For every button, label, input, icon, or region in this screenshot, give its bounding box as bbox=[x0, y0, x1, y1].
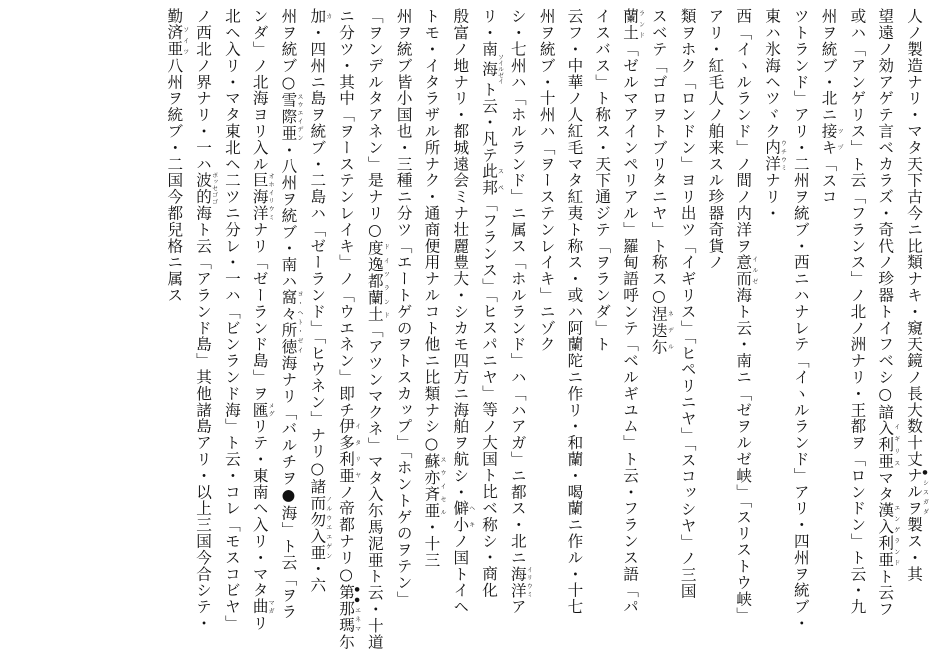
base-text: 内洋 bbox=[763, 139, 782, 173]
furigana: ネデル bbox=[666, 305, 674, 355]
annotated-word bbox=[621, 8, 645, 41]
annotated-word bbox=[480, 54, 504, 85]
text-column bbox=[814, 8, 843, 634]
annotated-word bbox=[649, 305, 674, 355]
text-column bbox=[701, 8, 729, 634]
text-column bbox=[389, 8, 417, 634]
text-run: マタ bbox=[876, 469, 895, 503]
text-run: リ bbox=[250, 614, 269, 632]
furigana: イルゼ bbox=[750, 254, 758, 287]
annotated-word bbox=[819, 122, 844, 156]
text-run: 「フランス」「ヒスパニヤ」等ノ大国ト比ベ称シ・商化 bbox=[480, 196, 499, 599]
furigana: ボッセゴゴ bbox=[210, 172, 218, 205]
text-run: ト云フ bbox=[876, 568, 895, 618]
text-run: ・十三 bbox=[422, 518, 441, 569]
text-column bbox=[188, 8, 217, 634]
furigana: ●●エネマ bbox=[353, 584, 361, 634]
text-run: ナリ・ bbox=[763, 172, 782, 222]
text-column bbox=[728, 8, 757, 634]
text-column bbox=[870, 8, 899, 634]
base-text: 漢入利亜 bbox=[876, 502, 895, 569]
base-text: 海洋 bbox=[508, 565, 527, 599]
base-text: 入利亜 bbox=[876, 420, 895, 470]
base-text: 済亜 bbox=[165, 24, 184, 58]
text-run: 望遠ノ効アゲテ言ベカラズ・奇代ノ珍器トイフベシ○諳 bbox=[876, 8, 895, 421]
furigana: ドイツランド bbox=[382, 240, 390, 322]
text-run: 殷富ノ地ナリ・都城遠会ミナ壮麗豊大・シカモ四方ニ海舶ヲ航シ・ bbox=[451, 8, 470, 500]
text-run: ツトランド」アリ・二州ヲ統ブ・西ニハナレテ「イヽルランド」アリ・四州ヲ統ブ・ bbox=[791, 8, 810, 632]
furigana: スウイセル bbox=[438, 453, 446, 519]
base-text: 接キ bbox=[819, 122, 838, 156]
text-column bbox=[532, 8, 560, 634]
text-column bbox=[245, 8, 274, 634]
text-column bbox=[417, 8, 446, 634]
base-text: 蘭土 bbox=[621, 8, 640, 41]
base-text: 此邦 bbox=[480, 163, 499, 197]
text-column bbox=[503, 8, 532, 634]
text-run: 海ナリ「バルチヲ●海」ト云「ヲラ bbox=[279, 354, 298, 620]
base-text: 而勿入亜 bbox=[308, 494, 327, 561]
base-text: 巨海洋 bbox=[250, 172, 269, 222]
text-run: 州ヲ統ブ・十州ハ「ヲーステンレイキ」ニゾク bbox=[537, 8, 556, 353]
annotated-word bbox=[279, 92, 303, 142]
base-text: 度逸都蘭土 bbox=[365, 240, 384, 322]
furigana: イタリヤ bbox=[353, 418, 361, 484]
text-run: ト云・凡テ bbox=[480, 81, 499, 164]
furigana: イギリス bbox=[892, 420, 900, 470]
text-column bbox=[843, 8, 871, 634]
text-column bbox=[560, 8, 588, 634]
text-column bbox=[644, 8, 673, 634]
annotated-word bbox=[250, 401, 275, 419]
text-run: 西「イヽルランド」ノ間ノ内洋ヲ bbox=[734, 8, 753, 254]
furigana: マガ bbox=[267, 598, 275, 615]
furigana: イリウミ bbox=[525, 565, 533, 599]
base-text: 蘇亦斉亜 bbox=[422, 453, 441, 519]
furigana: ヘキ bbox=[467, 500, 475, 533]
furigana: ソイルゼイ bbox=[496, 54, 504, 85]
text-column bbox=[786, 8, 814, 634]
text-run: 類ヲホク「ロンドン」ヨリ出ツ「イギリス」「ヒペリニヤ」「スコッシヤ」ノ三国 bbox=[678, 8, 697, 600]
text-run: 或ハ「アンゲリス」ト云「フランス」ノ北ノ洲ナリ・王都ヲ「ロンドン」ト云・九 bbox=[848, 8, 867, 615]
annotated-word bbox=[194, 172, 218, 205]
text-column bbox=[445, 8, 474, 634]
text-column bbox=[217, 8, 245, 634]
annotated-word bbox=[337, 584, 361, 634]
text-run: 海ト云・南ニ「ゼヲルゼ峡」「スリストウ峡」 bbox=[734, 286, 753, 624]
text-run: 州ヲ統ブ皆小国也・三種ニ分ツ「エートゲのヲトスカップ」「ホントゲのヲテン」 bbox=[394, 8, 413, 607]
text-column bbox=[673, 8, 701, 634]
furigana: スペ bbox=[496, 163, 504, 197]
text-run: リ・南 bbox=[480, 8, 499, 58]
text-column bbox=[615, 8, 644, 634]
annotated-word bbox=[876, 420, 900, 470]
annotated-word bbox=[308, 8, 332, 25]
annotated-word bbox=[876, 502, 900, 569]
base-text: 涅迭尓 bbox=[649, 305, 668, 355]
text-run: 北ヘ入リ・マタ東北ヘ二ツニ分レ・一ハ「ビンランド海」ト云・コレ「モスコビヤ」 bbox=[222, 8, 241, 632]
annotated-word bbox=[763, 139, 787, 173]
base-text: 雪際亜 bbox=[279, 92, 298, 142]
annotated-word bbox=[905, 467, 929, 517]
text-run: ・八州ヲ統ブ・南ハ bbox=[279, 141, 298, 290]
text-column bbox=[757, 8, 786, 634]
text-run: 人ノ製造ナリ・マタ天下古今ニ比類ナキ・窺天鏡ノ長大数十丈 bbox=[905, 8, 923, 468]
text-column bbox=[587, 8, 615, 634]
base-text: 加 bbox=[308, 8, 327, 25]
annotated-word bbox=[250, 172, 275, 222]
text-run: アリ・紅毛人ノ舶来スル珍器奇貨ノ bbox=[706, 8, 725, 271]
base-text: 波的 bbox=[194, 172, 213, 205]
text-run: 海ト云「アランド島」其他諸島アリ・以上三国今合シテ・ bbox=[194, 204, 213, 632]
furigana: カ bbox=[324, 8, 332, 25]
furigana: ●シスガダ bbox=[921, 467, 929, 517]
text-run: 東ハ氷海ヘツヾク bbox=[763, 8, 782, 140]
text-run: 州ヲ統ブ・北ニ bbox=[819, 8, 838, 123]
text-column bbox=[474, 8, 503, 634]
furigana: メグ bbox=[267, 401, 275, 418]
text-run: 「スコ bbox=[819, 155, 838, 205]
base-text: 伊多利亜 bbox=[337, 418, 356, 484]
text-run: ノ帝都ナリ○ bbox=[337, 483, 356, 585]
text-run: ・六 bbox=[308, 560, 327, 594]
text-run: 製ス・其 bbox=[905, 516, 923, 583]
text-run: ア bbox=[508, 598, 527, 615]
base-text: 曲 bbox=[250, 598, 269, 615]
text-run: 「ヲンデルタアネン」是ナリ○ bbox=[365, 8, 384, 240]
base-text: 意而 bbox=[734, 254, 753, 287]
text-run: ナリ「ゼーランド島」ヲ bbox=[250, 221, 269, 402]
text-column bbox=[302, 8, 331, 634]
annotated-word bbox=[337, 418, 361, 484]
text-column bbox=[159, 8, 188, 634]
text-run: トモ・イタラザル所ナク・通商便用ナルコト他ニ比類ナシ○ bbox=[422, 8, 441, 454]
annotated-word bbox=[451, 500, 475, 533]
text-run: 「ゼルマアインペリアル」羅甸語呼ンテ「ベルギユム」ト云・フランス語「パ bbox=[621, 40, 640, 615]
base-text: 匯 bbox=[250, 401, 269, 419]
annotated-word bbox=[165, 24, 189, 58]
text-column bbox=[274, 8, 303, 634]
annotated-word bbox=[365, 240, 390, 322]
text-run: 州ヲ統ブ○ bbox=[279, 8, 298, 93]
annotated-word bbox=[422, 453, 446, 519]
furigana: エンゲランド bbox=[892, 502, 900, 569]
annotated-word bbox=[734, 254, 758, 287]
base-text: ナルヲ bbox=[905, 467, 923, 517]
base-text: 窩々所徳 bbox=[279, 289, 298, 355]
furigana: オホイリウミ bbox=[267, 172, 275, 222]
text-run: 八州ヲ統ブ・二国今都兒格ニ属ス bbox=[165, 57, 184, 304]
vertical-text-block bbox=[159, 8, 929, 650]
text-run: ノ国トイヘ bbox=[451, 532, 470, 615]
furigana: ソイツ bbox=[181, 24, 189, 58]
furigana: ヨ・ヘト・ゼイ bbox=[295, 289, 303, 355]
annotated-word bbox=[279, 289, 303, 355]
text-run: イスバス」ト称ス・天下通ジテ「ヲランダ」ト bbox=[593, 8, 612, 353]
annotated-word bbox=[308, 494, 332, 561]
text-run: 「アツンマクネ」マタ入尓馬泥亜ト云・十道 bbox=[365, 322, 384, 650]
text-run: 尓 bbox=[337, 633, 356, 650]
text-run: シ・七州ハ「ホルランド」ニ属ス「ホルランド」ハ「ハアガ」ニ都ス・北ニ bbox=[508, 8, 527, 566]
text-column bbox=[899, 8, 928, 634]
text-run: ニ分ツ・其中「ヲーステンレイキ」ノ「ウエネン」即チ bbox=[337, 8, 356, 418]
base-text: 第那瑪 bbox=[337, 584, 356, 634]
base-text: 僻小 bbox=[451, 500, 470, 533]
text-run: 云フ・中華ノ人紅毛マタ紅夷ト称ス・或ハ阿蘭陀ニ作リ・和蘭・喝蘭ニ作ル・十七 bbox=[565, 8, 584, 615]
text-run: リテ・東南ヘ入リ・マタ bbox=[250, 418, 269, 599]
annotated-word bbox=[250, 598, 275, 615]
annotated-word bbox=[508, 565, 533, 599]
text-column bbox=[360, 8, 390, 650]
text-column bbox=[331, 8, 361, 650]
furigana: ノルウエエゲン bbox=[324, 494, 332, 561]
text-run: ンダ」ノ北海ヨリ入ル bbox=[250, 8, 269, 172]
base-text: 海 bbox=[480, 54, 499, 85]
text-run: ・四州ニ島ヲ統ブ・二島ハ「ゼーランド」「ヒウネン」ナリ○諸 bbox=[308, 24, 327, 495]
furigana: ランド bbox=[637, 8, 645, 41]
text-run: 勤 bbox=[165, 8, 184, 25]
furigana: ウチウミ bbox=[779, 139, 787, 172]
furigana: ツヅ bbox=[836, 122, 844, 156]
text-run: ノ西北ノ界ナリ・一ハ bbox=[194, 8, 213, 172]
text-run: スベテ「ゴロヲトブリタニヤ」ト称ス○ bbox=[649, 8, 668, 306]
annotated-word bbox=[480, 163, 504, 197]
furigana: スウエイデン bbox=[295, 92, 303, 142]
